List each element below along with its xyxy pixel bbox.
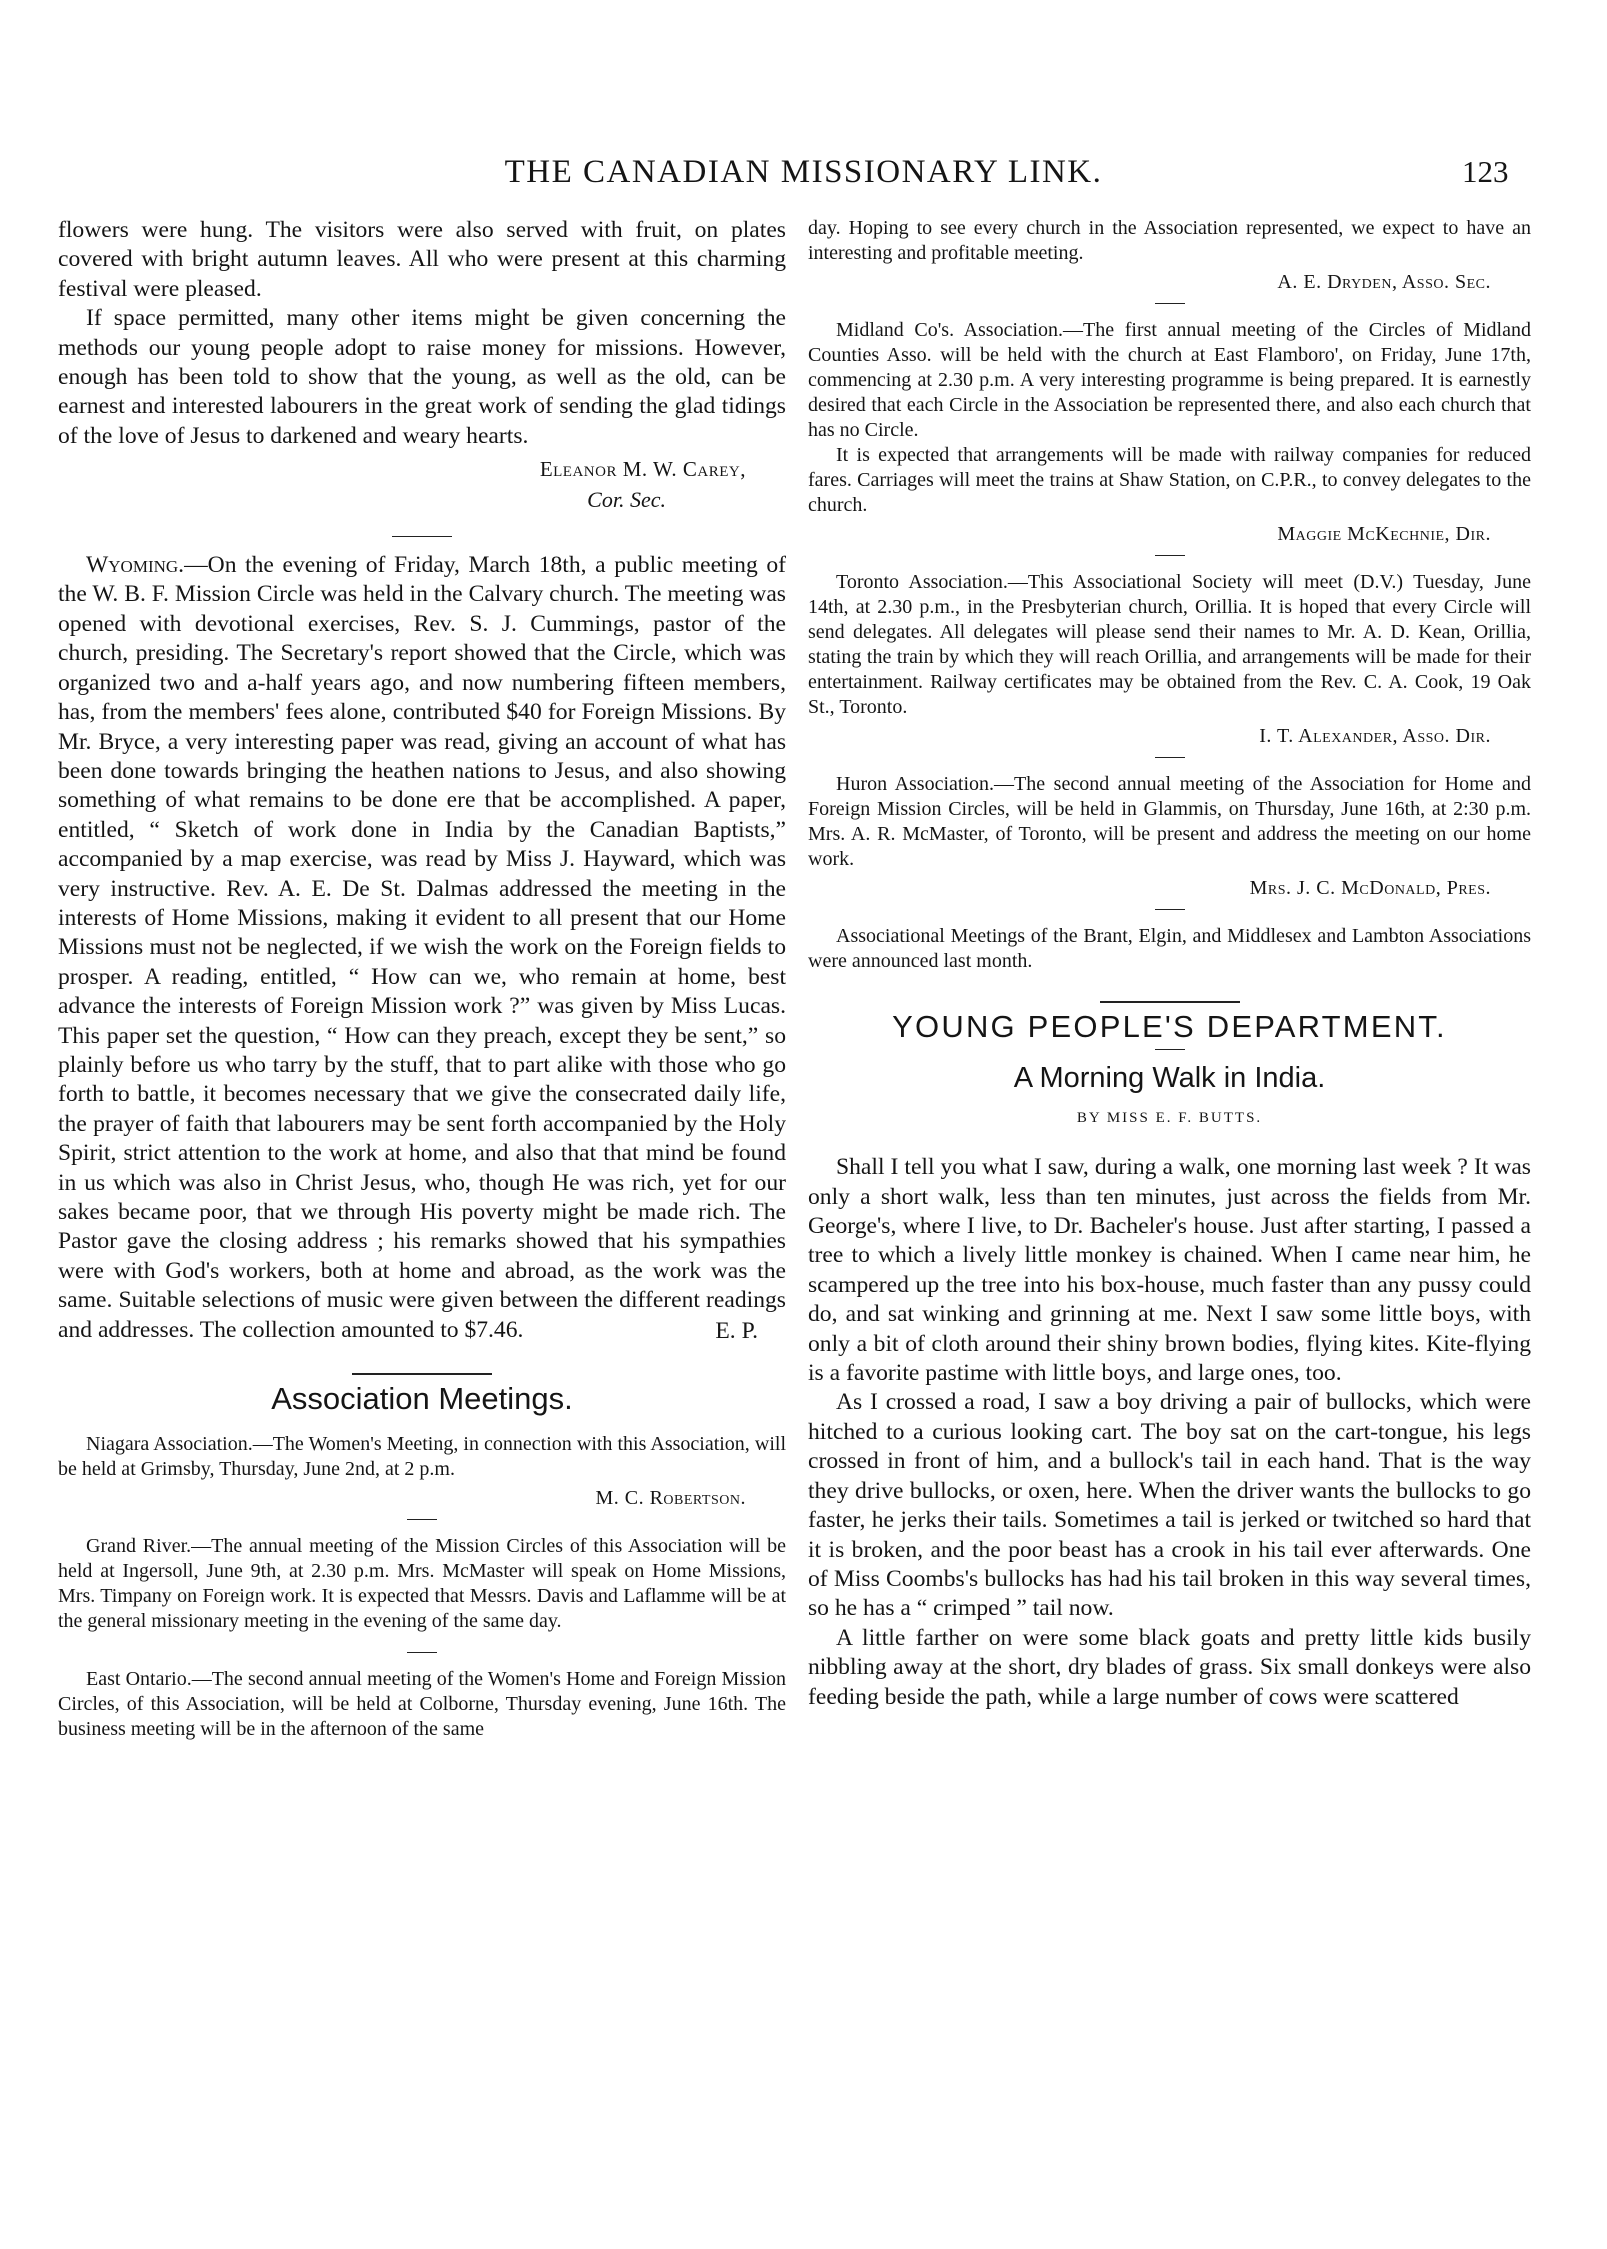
byline: BY MISS E. F. BUTTS. — [1076, 1109, 1263, 1126]
notice-signature: M. C. Robertson. — [595, 1486, 746, 1509]
report-text: —On the evening of Friday, March 18th, a public meeting of the W. B. F. Mission Circle was held in the Calvary church. The meeting was opened with devotional exercises, Rev. S. J. Cummings, pastor of the church, presiding. The Secretary's report showed that the Circle, which was organized two and a-half years ago, and now numbering fifteen members, has, from the members' fees alone, contributed $40 for Foreign Missions. By Mr. Bryce, a very interesting paper was read, giving an account of what has been done towards bringing the heathen nations to Jesus, and also showing something of what remains to be done ere that be accomplished. A paper, entitled, “ Sketch of work done in India by the Canadian Baptists,” accompanied by a map exercise, was read by Miss J. Hayward, which was very instructive. Rev. A. E. De St. Dalmas addressed the meeting in the interests of Home Missions, making it evident to all present that our Home Missions must not be neglected, if we wish the work on the Foreign fields to prosper. A reading, entitled, “ How can we, who remain at home, best advance the interests of Foreign Mission work ?” was given by Miss Lucas. This paper set the question, “ How can they preach, except they be sent,” so plainly before us who tarry by the stuff, that to part alike with those who go forth to battle, it becomes necessary that we give the consecrated daily life, the prayer of faith that labourers may be sent forth accompanied by the Holy Spirit, strict attention to the work at home, and also that that mind be found in us which was also in Christ Jesus, who, though He was rich, yet for our sakes became poor, that we through His poverty might be made rich. The Pastor gave the closing address ; his remarks showed that his sympathies were with God's workers, both at home and abroad, as the work was the same. Suitable selections of music were given between the different readings and addresses. The collection amounted to $7.46. — [58, 552, 786, 1343]
report-lead: Wyoming. — [86, 552, 185, 579]
right-column — [808, 216, 1531, 1712]
notice-signature: Mrs. J. C. McDonald, Pres. — [1249, 877, 1491, 899]
ornamental-divider — [1100, 992, 1240, 994]
notice-niagara: Niagara Association.—The Women's Meeting, in connection with this Association, will be held at Grimsby, Thursday, June 2nd, at 2 p.m. — [58, 1432, 786, 1480]
article-paragraph: A little farther on were some black goats and pretty little kids busily nibbling away at the short, dry blades of grass. Six small donkeys were also feeding beside the path, while a large number of cows were scattered — [808, 1624, 1531, 1710]
page-number: 123 — [1462, 154, 1509, 189]
paragraph: If space permitted, many other items might be given concerning the methods our young people adopt to raise money for missions. However, enough has been told to show that the young, as well as the old, can be earnest and interested labourers in the great work of sending the glad tidings of the love of Jesus to darkened and weary hearts. — [58, 305, 786, 449]
notice-signature: Maggie McKechnie, Dir. — [1277, 523, 1491, 545]
section-title: Association Meetings. — [271, 1381, 573, 1417]
divider — [407, 1519, 437, 1520]
signature-name: Eleanor M. W. Carey, — [539, 457, 746, 482]
divider — [1155, 555, 1185, 556]
report-signature: E. P. — [715, 1318, 758, 1345]
divider — [1155, 757, 1185, 758]
department-title: YOUNG PEOPLE'S DEPARTMENT. — [892, 1009, 1447, 1044]
journal-title: THE CANADIAN MISSIONARY LINK. — [504, 154, 1103, 190]
article-paragraph: Shall I tell you what I saw, during a walk, one morning last week ? It was only a short walk, less than ten minutes, just across the fields from Mr. George's, where I live, to Dr. Bacheler's house. Just after starting, I passed a tree to which a lively little monkey is chained. When I came near him, he scampered up the tree into his box-house, much faster than any pussy could do, and sat winking and grinning at me. Next I saw some little boys, with only a bit of cloth around their shiny brown bodies, flying kites. Kite-flying is a favorite pastime with little boys, and large ones, too. — [808, 1154, 1531, 1387]
signature-title: Cor. Sec. — [587, 486, 666, 512]
divider — [1155, 1049, 1185, 1050]
notice-toronto: Toronto Association.—This Associational Society will meet (D.V.) Tuesday, June 14th, at 2.30 p.m., in the Presbyterian church, Orillia. It is hoped that every Circle will send delegates. All delegates will please send their names to Mr. A. D. Kean, Orillia, stating the train by which they will reach Orillia, and arrangements will be made for their entertainment. Railway certificates may be obtained from the Rev. C. A. Cook, 19 Oak St., Toronto. — [808, 571, 1531, 718]
divider — [1155, 303, 1185, 304]
notice-midland: Midland Co's. Association.—The first annual meeting of the Circles of Midland Counties Asso. will be held with the church at East Flamboro', on Friday, June 17th, commencing at 2.30 p.m. A very interesting programme is being prepared. It is earnestly desired that each Circle in the Association be represented there, and also each church that has no Circle. — [808, 319, 1531, 441]
notice-midland-2: It is expected that arrangements will be made with railway companies for reduced fares. Carriages will meet the trains at Shaw Station, on C.P.R., to convey delegates to the church. — [808, 444, 1531, 516]
wyoming-report — [58, 551, 786, 1345]
notice-grand-river: Grand River.—The annual meeting of the Mission Circles of this Association will be held at Ingersoll, June 9th, at 2.30 p.m. Mrs. McMaster will speak on Home Missions, Mrs. Timpany on Foreign work. It is expected that Messrs. Davis and Laflamme will be at the general missionary meeting in the evening of the same day. — [58, 1534, 786, 1632]
article-paragraph: As I crossed a road, I saw a boy driving a pair of bullocks, which were hitched to a curious looking cart. The boy sat on the cart-tongue, his legs crossed in front of him, and a bullock's tail in each hand. That is the way they drive bullocks, or oxen, here. When the driver wants the bullocks to go faster, he jerks their tails. Sometimes a tail is jerked or twitched so hard that it is broken, and the poor beast has a crook in his tail ever afterwards. One of Miss Coombs's bullocks has had his tail broken in this way several times, so he has a “ crimped ” tail now. — [808, 1389, 1531, 1622]
divider — [392, 536, 452, 537]
notice-continued: day. Hoping to see every church in the Association represented, we expect to have an interesting and profitable meeting. — [808, 217, 1531, 264]
notice-east-ontario: East Ontario.—The second annual meeting of the Women's Home and Foreign Mission Circles, of this Association, will be held at Colborne, Thursday evening, June 16th. The business meeting will be in the afternoon of the same — [58, 1667, 786, 1740]
notice-signature: A. E. Dryden, Asso. Sec. — [1277, 271, 1491, 293]
left-column — [58, 216, 786, 1742]
page-header — [0, 150, 1607, 200]
ornamental-divider — [352, 1364, 492, 1366]
article-title: A Morning Walk in India. — [1013, 1062, 1326, 1095]
notice-associational: Associational Meetings of the Brant, Elgin, and Middlesex and Lambton Associations were announced last month. — [808, 925, 1531, 972]
divider — [407, 1652, 437, 1653]
notice-huron: Huron Association.—The second annual meeting of the Association for Home and Foreign Mission Circles, will be held in Glammis, on Thursday, June 16th, at 2:30 p.m. Mrs. A. R. McMaster, of Toronto, will be present and address the meeting on our home work. — [808, 773, 1531, 870]
paragraph: flowers were hung. The visitors were also served with fruit, on plates covered with bright autumn leaves. All who were present at this charming festival were pleased. — [58, 217, 786, 302]
divider — [1155, 909, 1185, 910]
notice-signature: I. T. Alexander, Asso. Dir. — [1259, 725, 1491, 747]
